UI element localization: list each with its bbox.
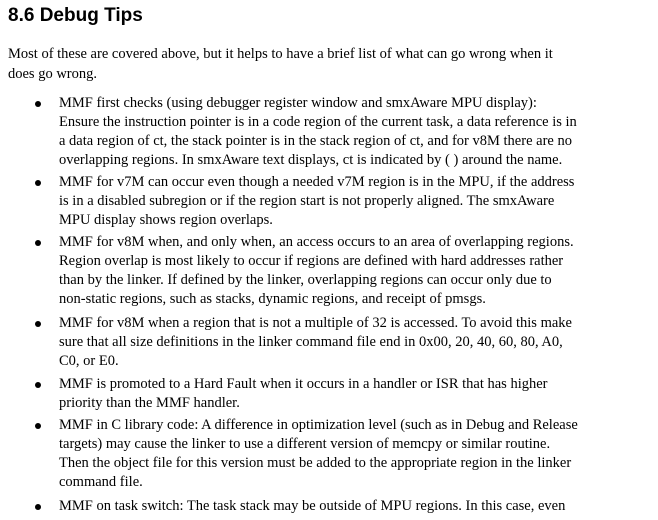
bullet-icon [35, 240, 41, 246]
bullet-icon [35, 180, 41, 186]
item-text-line: C0, or E0. [59, 353, 119, 369]
intro-line: does go wrong. [8, 65, 98, 82]
item-text-line: a data region of ct, the stack pointer is in the stack region of ct, and for v8M there are no [59, 133, 572, 149]
item-text-line: MPU display shows region overlaps. [59, 212, 273, 228]
bullet-icon [35, 423, 41, 429]
item-text-line: is in a disabled subregion or if the region start is not properly aligned. The smxAware [59, 193, 555, 209]
item-text-line: MMF is promoted to a Hard Fault when it occurs in a handler or ISR that has higher [59, 376, 548, 392]
item-text-line: command file. [59, 474, 143, 490]
item-text-line: MMF on task switch: The task stack may be outside of MPU regions. In this case, even [59, 498, 566, 514]
item-text-line: MMF for v8M when a region that is not a multiple of 32 is accessed. To avoid this make [59, 315, 572, 331]
item-text-line: sure that all size definitions in the linker command file end in 0x00, 20, 40, 60, 80, A0, [59, 334, 563, 350]
item-text-line: priority than the MMF handler. [59, 395, 240, 411]
item-text-line: MMF for v8M when, and only when, an access occurs to an area of overlapping regions. [59, 234, 574, 250]
intro-paragraph [8, 45, 553, 84]
item-text-line: Ensure the instruction pointer is in a code region of the current task, a data reference is in [59, 114, 577, 130]
item-text-line: Then the object file for this version must be added to the appropriate region in the linker [59, 455, 572, 471]
item-text-line: targets) may cause the linker to use a different version of memcpy or similar routine. [59, 436, 551, 452]
item-text-line: non-static regions, such as stacks, dynamic regions, and receipt of pmsgs. [59, 291, 486, 307]
intro-line: Most of these are covered above, but it helps to have a brief list of what can go wrong when it [8, 46, 553, 62]
item-text-line: MMF first checks (using debugger register window and smxAware MPU display): [59, 95, 537, 111]
bullet-icon [35, 504, 41, 510]
bullet-icon [35, 321, 41, 327]
section-heading: 8.6 Debug Tips [8, 5, 143, 26]
bullet-icon [35, 101, 41, 107]
item-text-line: than by the linker. If defined by the linker, overlapping regions can occur only due to [59, 272, 552, 288]
item-text-line: overlapping regions. In smxAware text displays, ct is indicated by ( ) around the name. [59, 152, 563, 168]
item-text-line: MMF for v7M can occur even though a needed v7M region is in the MPU, if the address [59, 174, 575, 190]
item-text-line: MMF in C library code: A difference in optimization level (such as in Debug and Release [59, 417, 578, 433]
bullet-icon [35, 382, 41, 388]
item-text-line: Region overlap is most likely to occur if regions are defined with hard addresses rather [59, 253, 564, 269]
